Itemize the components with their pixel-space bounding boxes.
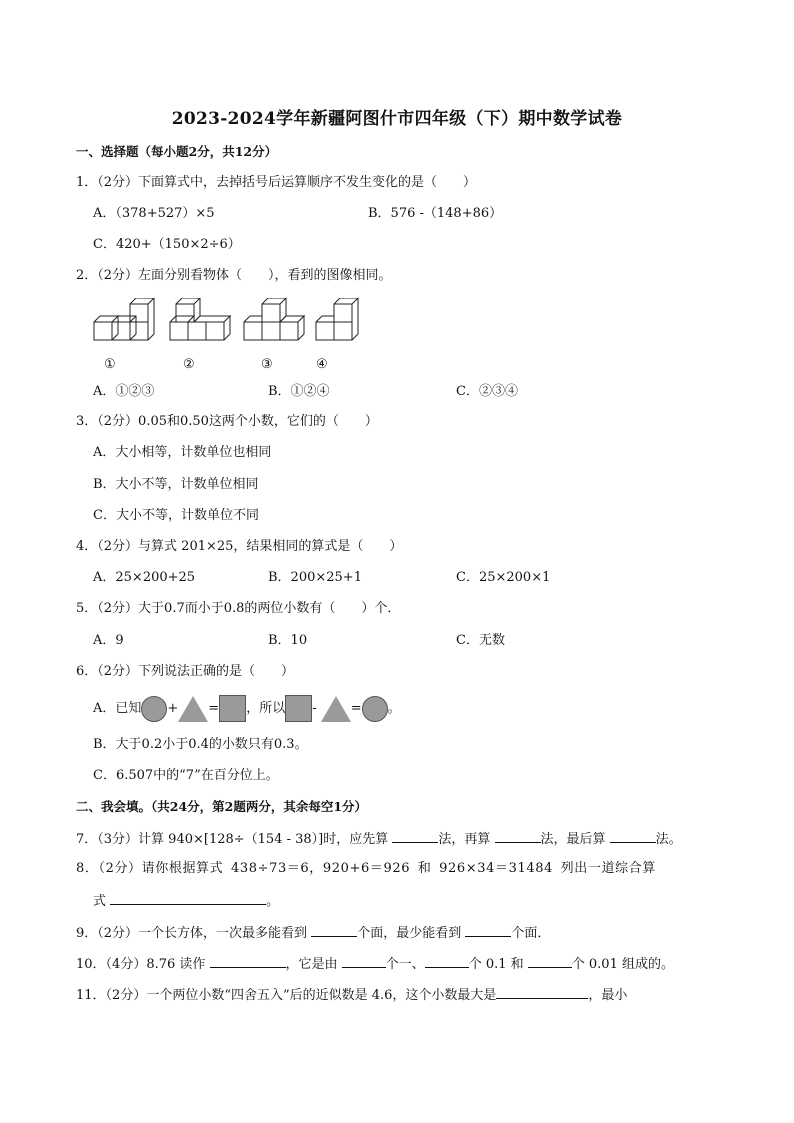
q2-option-b[interactable]: B．①②④ (268, 384, 330, 399)
q6-stem: 6．（2分）下列说法正确的是（ ） (76, 664, 295, 679)
section-2-heading: 二、我会填。（共24分，第2题两分，其余每空1分） (76, 799, 368, 814)
q10-text-5: 个 0.01 组成的。 (571, 957, 674, 972)
square-shape-icon (285, 695, 312, 722)
q10-blank-2[interactable] (342, 954, 386, 968)
q3-stem: 3．（2分）0.05和0.50这两个小数，它们的（ ） (76, 414, 378, 429)
q11-text-1: 11．（2分）一个两位小数“四舍五入”后的近似数是 4.6，这个小数最大是 (76, 988, 497, 1003)
cube-figure-1 (94, 298, 154, 340)
q2-stem: 2．（2分）左面分别看物体（ ），看到的图像相同。 (76, 268, 392, 283)
q2-option-c[interactable]: C．②③④ (456, 384, 518, 399)
q7-text-3: 法，最后算 (540, 832, 610, 847)
q1-stem: 1．（2分）下面算式中，去掉括号后运算顺序不发生变化的是（ ） (76, 175, 477, 190)
section-1-heading: 一、选择题（每小题2分，共12分） (76, 144, 278, 159)
q9-line (76, 923, 550, 943)
q4-stem: 4．（2分）与算式 201×25，结果相同的算式是（ ） (76, 539, 403, 554)
q11-blank-1[interactable] (496, 985, 588, 999)
q10-blank-3[interactable] (425, 954, 469, 968)
q9-text-2: 个面，最少能看到 (357, 926, 466, 941)
q5-stem: 5．（2分）大于0.7而小于0.8的两位小数有（ ）个． (76, 601, 401, 616)
q11-text-2: ，最小 (588, 988, 628, 1003)
cube-label-1: ① (104, 357, 116, 372)
cube-label-2: ② (183, 357, 195, 372)
cube-figure-4 (316, 298, 358, 340)
q6-a-end: 。 (387, 701, 401, 716)
cube-figure-3 (244, 298, 304, 340)
circle-shape-icon (141, 696, 167, 722)
q9-text-1: 9．（2分）一个长方体，一次最多能看到 (76, 926, 312, 941)
q6-option-b[interactable]: B．大于0.2小于0.4的小数只有0.3。 (93, 737, 308, 752)
q7-blank-2[interactable] (495, 829, 541, 843)
q5-option-b[interactable]: B．10 (268, 633, 308, 648)
triangle-shape-icon (321, 696, 351, 722)
q4-option-a[interactable]: A．25×200+25 (93, 570, 196, 585)
q7-blank-3[interactable] (610, 829, 656, 843)
q10-text-1: 10．（4分）8.76 读作 (76, 957, 210, 972)
q11-line (76, 985, 627, 1005)
triangle-shape-icon (178, 696, 208, 722)
q4-option-b[interactable]: B．200×25+1 (268, 570, 362, 585)
q5-option-a[interactable]: A．9 (93, 633, 124, 648)
q7-blank-1[interactable] (392, 829, 438, 843)
q10-line (76, 954, 674, 974)
q6-a-eq: = (208, 701, 220, 716)
cube-label-3: ③ (261, 357, 273, 372)
q6-a-eq2: = (350, 701, 362, 716)
q3-option-a[interactable]: A．大小相等，计数单位也相同 (93, 445, 272, 460)
q1-option-b[interactable]: B．576 -（148+86） (368, 206, 503, 221)
q6-a-plus: + (167, 701, 179, 716)
q8-line-2 (93, 891, 279, 911)
q10-blank-4[interactable] (528, 954, 572, 968)
q2-option-a[interactable]: A．①②③ (93, 384, 155, 399)
q6-a-minus: - (312, 701, 317, 716)
q7-line (76, 829, 682, 849)
q6-option-c[interactable]: C．6.507中的“7”在百分位上。 (93, 768, 279, 783)
q10-text-2: ，它是由 (285, 957, 342, 972)
q7-text-2: 法，再算 (438, 832, 495, 847)
cube-label-4: ④ (316, 357, 328, 372)
q8-line-1: 8．（2分）请你根据算式 438÷73＝6，920+6＝926 和 926×34＝31484 列出一道综合算 (76, 861, 656, 876)
cube-figure-2 (170, 298, 230, 340)
q10-text-4: 个 0.1 和 (468, 957, 528, 972)
square-shape-icon (219, 695, 246, 722)
q5-option-c[interactable]: C．无数 (456, 633, 505, 648)
circle-shape-icon (362, 696, 388, 722)
q9-text-3: 个面． (511, 926, 551, 941)
q3-option-c[interactable]: C．大小不等，计数单位不同 (93, 508, 259, 523)
q7-text-1: 7．（3分）计算 940×[128÷（154 - 38）]时，应先算 (76, 832, 393, 847)
cube-views-figure (90, 298, 370, 346)
q1-option-a[interactable]: A．（378+527）×5 (93, 206, 215, 221)
q9-blank-1[interactable] (311, 923, 357, 937)
q10-text-3: 个一、 (385, 957, 425, 972)
q4-option-c[interactable]: C．25×200×1 (456, 570, 551, 585)
q6-option-a[interactable] (93, 694, 401, 724)
q3-option-b[interactable]: B．大小不等，计数单位相同 (93, 477, 259, 492)
q1-option-c[interactable]: C．420+（150×2÷6） (93, 237, 241, 252)
q7-text-4: 法。 (655, 832, 682, 847)
q8-blank[interactable] (110, 891, 266, 905)
q8-text-2: 。 (266, 894, 280, 909)
q6-a-prefix: A．已知 (93, 701, 142, 716)
q9-blank-2[interactable] (465, 923, 511, 937)
q6-a-mid: ，所以 (246, 701, 286, 716)
q8-text-1: 式 (93, 894, 111, 909)
page-title: 2023-2024学年新疆阿图什市四年级（下）期中数学试卷 (171, 109, 623, 129)
q10-blank-1[interactable] (210, 954, 286, 968)
